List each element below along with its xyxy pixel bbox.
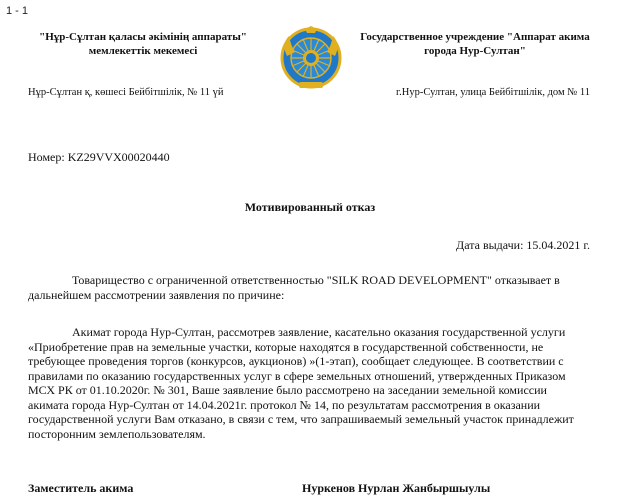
document-number: Номер: KZ29VVX00020440 (28, 150, 170, 164)
header-org-kazakh: "Нұр-Сұлтан қаласы әкімінің аппараты" мемлекеттік мекемесі (39, 31, 247, 57)
issue-date: Дата выдачи: 15.04.2021 г. (456, 238, 590, 252)
page-counter: 1 - 1 (6, 5, 29, 17)
header-address-russian: г.Нур-Султан, улица Бейбітшілік, дом № 11 (396, 87, 590, 98)
header-org-russian: Государственное учреждение "Аппарат акима города Нур-Султан" (360, 31, 590, 57)
signatory-name: Нуркенов Нурлан Жанбыршыулы (302, 481, 491, 495)
refusal-reason-paragraph: Акимат города Нур-Султан, рассмотрев заявление, касательно оказания государственной услуги «Приобретение прав на земельные участки, которые находятся в государственной собственности, не требующее проведения торгов (конкурсов, аукционов) »(1-этап), сообщает следующее. В соответствии с правилами по оказанию государственных услуг в сфере земельных отношений, утвержденных Приказом МСХ РК от 01.10.2020г. № 301, Ваше заявление было рассмотрено на заседании земельной комиссии акимата города Нур-Султан от 14.04.2021г. протокол № 14, по результатам рассмотрения в оказании государственной услуги Вам отказано, в связи с тем, что запрашиваемый земельный участок принадлежит посторонним землепользователям. (28, 325, 574, 441)
refusal-intro-paragraph: Товарищество с ограниченной ответственностью "SILK ROAD DEVELOPMENT" отказывает в дальнейшем рассмотрении заявления по причине: (28, 273, 560, 302)
header-address-kazakh: Нұр-Сұлтан қ, көшесі Бейбітшілік, № 11 үй (28, 87, 224, 98)
kazakhstan-state-emblem-icon (279, 26, 343, 90)
document-title: Мотивированный отказ (244, 200, 376, 214)
signatory-position: Заместитель акима (28, 481, 134, 495)
